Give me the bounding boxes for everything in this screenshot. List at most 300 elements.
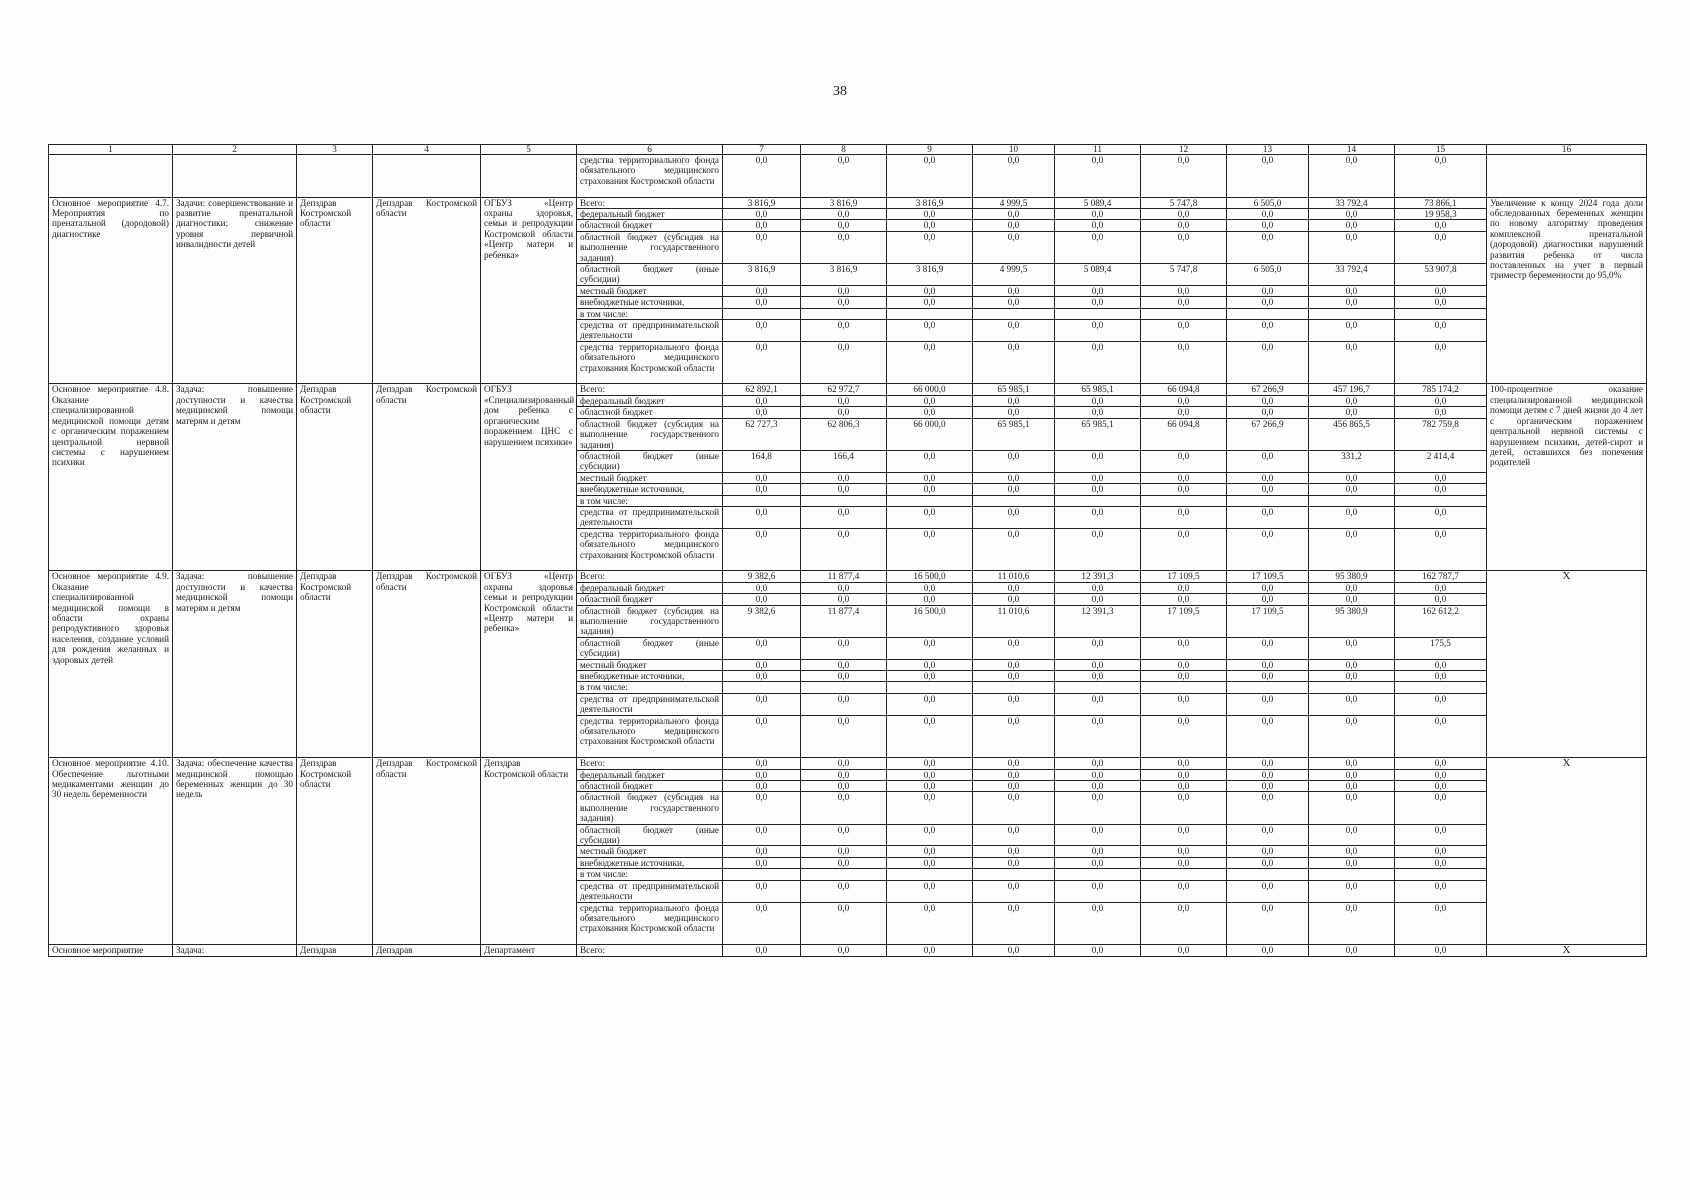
value-cell-col-9: 0,0: [887, 769, 973, 780]
table-row: [49, 571, 1647, 582]
result-indicator-cell: 100-процентное оказание специализированной медицинской помощи детям с 7 дней жизни до 4 лет с органическим поражением центральной нервной системы с нарушением психики, детей-сирот и детей, оставшихся без попечения родителей: [1487, 384, 1647, 571]
value-cell-col-7: 0,0: [723, 407, 801, 418]
value-cell-col-10: [973, 869, 1055, 880]
value-cell-col-12: 0,0: [1141, 582, 1227, 593]
value-cell-col-10: 0,0: [973, 395, 1055, 406]
value-cell-col-7: 0,0: [723, 528, 801, 571]
coexecutor-cell: [373, 155, 481, 198]
value-cell-col-15: [1395, 495, 1487, 506]
value-cell-col-9: 66 000,0: [887, 418, 973, 450]
value-cell-col-12: 66 094,8: [1141, 384, 1227, 395]
value-cell-col-12: 0,0: [1141, 715, 1227, 758]
value-cell-col-13: 17 109,5: [1227, 571, 1309, 582]
funding-source-cell: федеральный бюджет: [577, 395, 723, 406]
header-col-16: 16: [1487, 145, 1647, 155]
value-cell-col-12: 0,0: [1141, 297, 1227, 308]
value-cell-col-7: 0,0: [723, 902, 801, 945]
value-cell-col-14: 0,0: [1309, 231, 1395, 263]
value-cell-col-15: 0,0: [1395, 792, 1487, 824]
value-cell-col-13: 0,0: [1227, 582, 1309, 593]
value-cell-col-8: 0,0: [801, 824, 887, 846]
value-cell-col-11: 0,0: [1055, 407, 1141, 418]
participant-cell: ОГБУЗ «Центр охраны здоровья семьи и репродукции Костромской области «Центр матери и ребенка»: [481, 571, 577, 758]
value-cell-col-7: 164,8: [723, 450, 801, 472]
value-cell-col-12: 5 747,8: [1141, 197, 1227, 208]
value-cell-col-7: 0,0: [723, 320, 801, 342]
value-cell-col-8: 0,0: [801, 472, 887, 483]
funding-source-cell: средства от предпринимательской деятельности: [577, 880, 723, 902]
value-cell-col-8: [801, 495, 887, 506]
value-cell-col-7: 0,0: [723, 758, 801, 769]
value-cell-col-11: 0,0: [1055, 209, 1141, 220]
value-cell-col-10: 0,0: [973, 506, 1055, 528]
funding-source-cell: областной бюджет (иные субсидии): [577, 450, 723, 472]
value-cell-col-8: 0,0: [801, 594, 887, 605]
value-cell-col-13: 0,0: [1227, 320, 1309, 342]
result-indicator-cell: Увеличение к концу 2024 года доли обследованных беременных женщин по новому алгоритму проведения комплексной пренатальной (дородовой) диагностики нарушений развития ребенка от числа поставленных на учет в первый триместр беременности до 95,0%: [1487, 197, 1647, 384]
value-cell-col-7: 0,0: [723, 594, 801, 605]
value-cell-col-13: 0,0: [1227, 209, 1309, 220]
value-cell-col-11: 0,0: [1055, 781, 1141, 792]
value-cell-col-13: 0,0: [1227, 407, 1309, 418]
value-cell-col-12: 0,0: [1141, 693, 1227, 715]
value-cell-col-14: 0,0: [1309, 792, 1395, 824]
value-cell-col-7: 0,0: [723, 155, 801, 198]
value-cell-col-15: 0,0: [1395, 594, 1487, 605]
value-cell-col-11: 0,0: [1055, 472, 1141, 483]
value-cell-col-7: 0,0: [723, 781, 801, 792]
value-cell-col-12: 0,0: [1141, 484, 1227, 495]
value-cell-col-8: 0,0: [801, 902, 887, 945]
value-cell-col-8: 0,0: [801, 781, 887, 792]
value-cell-col-11: 0,0: [1055, 846, 1141, 857]
value-cell-col-14: 456 865,5: [1309, 418, 1395, 450]
value-cell-col-11: 0,0: [1055, 792, 1141, 824]
value-cell-col-10: 0,0: [973, 297, 1055, 308]
header-col-5: 5: [481, 145, 577, 155]
value-cell-col-7: 0,0: [723, 857, 801, 868]
value-cell-col-13: 0,0: [1227, 285, 1309, 296]
value-cell-col-8: 0,0: [801, 659, 887, 670]
funding-source-cell: средства территориального фонда обязательного медицинского страхования Костромской области: [577, 902, 723, 945]
funding-source-cell: федеральный бюджет: [577, 582, 723, 593]
value-cell-col-7: 0,0: [723, 506, 801, 528]
value-cell-col-13: 0,0: [1227, 594, 1309, 605]
value-cell-col-12: [1141, 495, 1227, 506]
value-cell-col-10: 65 985,1: [973, 384, 1055, 395]
value-cell-col-11: 0,0: [1055, 582, 1141, 593]
value-cell-col-13: 0,0: [1227, 792, 1309, 824]
value-cell-col-9: 0,0: [887, 528, 973, 571]
value-cell-col-10: 65 985,1: [973, 418, 1055, 450]
value-cell-col-8: 0,0: [801, 792, 887, 824]
funding-source-cell: внебюджетные источники,: [577, 297, 723, 308]
value-cell-col-14: 0,0: [1309, 407, 1395, 418]
funding-source-cell: средства территориального фонда обязательного медицинского страхования Костромской области: [577, 155, 723, 198]
value-cell-col-14: 0,0: [1309, 945, 1395, 956]
value-cell-col-9: 0,0: [887, 582, 973, 593]
value-cell-col-7: [723, 495, 801, 506]
value-cell-col-8: 62 972,7: [801, 384, 887, 395]
value-cell-col-13: 0,0: [1227, 693, 1309, 715]
value-cell-col-7: 0,0: [723, 582, 801, 593]
value-cell-col-8: 0,0: [801, 693, 887, 715]
value-cell-col-7: 3 816,9: [723, 197, 801, 208]
value-cell-col-15: 0,0: [1395, 297, 1487, 308]
value-cell-col-13: 0,0: [1227, 155, 1309, 198]
value-cell-col-10: [973, 682, 1055, 693]
header-col-1: 1: [49, 145, 173, 155]
header-col-14: 14: [1309, 145, 1395, 155]
funding-source-cell: в том числе:: [577, 308, 723, 319]
value-cell-col-14: 33 792,4: [1309, 197, 1395, 208]
value-cell-col-12: 0,0: [1141, 285, 1227, 296]
value-cell-col-14: 0,0: [1309, 857, 1395, 868]
value-cell-col-10: [973, 495, 1055, 506]
budget-table: [48, 144, 1647, 957]
value-cell-col-9: 0,0: [887, 450, 973, 472]
responsible-cell: [297, 155, 373, 198]
value-cell-col-9: 0,0: [887, 792, 973, 824]
value-cell-col-11: [1055, 682, 1141, 693]
value-cell-col-8: 0,0: [801, 945, 887, 956]
value-cell-col-12: 0,0: [1141, 528, 1227, 571]
value-cell-col-7: 0,0: [723, 846, 801, 857]
value-cell-col-10: 0,0: [973, 582, 1055, 593]
value-cell-col-10: 0,0: [973, 781, 1055, 792]
value-cell-col-13: 0,0: [1227, 659, 1309, 670]
value-cell-col-11: 0,0: [1055, 297, 1141, 308]
value-cell-col-9: 0,0: [887, 472, 973, 483]
value-cell-col-14: 0,0: [1309, 506, 1395, 528]
table-row: [49, 945, 1647, 956]
value-cell-col-12: 0,0: [1141, 758, 1227, 769]
value-cell-col-7: [723, 869, 801, 880]
value-cell-col-14: 0,0: [1309, 637, 1395, 659]
value-cell-col-14: 0,0: [1309, 528, 1395, 571]
value-cell-col-8: 0,0: [801, 220, 887, 231]
activity-name-cell: Основное мероприятие 4.10. Обеспечение льготными медикаментами женщин до 30 недель беременности: [49, 758, 173, 945]
value-cell-col-15: [1395, 308, 1487, 319]
value-cell-col-14: 0,0: [1309, 846, 1395, 857]
table-row: [49, 197, 1647, 208]
value-cell-col-10: 0,0: [973, 857, 1055, 868]
value-cell-col-11: 0,0: [1055, 231, 1141, 263]
value-cell-col-7: 0,0: [723, 792, 801, 824]
value-cell-col-7: 0,0: [723, 824, 801, 846]
value-cell-col-9: 0,0: [887, 155, 973, 198]
value-cell-col-9: 0,0: [887, 594, 973, 605]
value-cell-col-15: 73 866,1: [1395, 197, 1487, 208]
participant-cell: ОГБУЗ «Специализированный дом ребенка с органическим поражением ЦНС с нарушением психики»: [481, 384, 577, 571]
value-cell-col-14: 0,0: [1309, 320, 1395, 342]
value-cell-col-15: 0,0: [1395, 715, 1487, 758]
value-cell-col-8: 0,0: [801, 484, 887, 495]
value-cell-col-14: [1309, 308, 1395, 319]
value-cell-col-13: 0,0: [1227, 945, 1309, 956]
value-cell-col-8: 0,0: [801, 155, 887, 198]
value-cell-col-15: 0,0: [1395, 506, 1487, 528]
value-cell-col-15: 0,0: [1395, 582, 1487, 593]
value-cell-col-9: [887, 869, 973, 880]
value-cell-col-12: 0,0: [1141, 671, 1227, 682]
task-cell: Задача: обеспечение качества медицинской помощью беременных женщин до 30 недель: [173, 758, 297, 945]
value-cell-col-8: 0,0: [801, 407, 887, 418]
value-cell-col-8: 0,0: [801, 231, 887, 263]
header-col-11: 11: [1055, 145, 1141, 155]
participant-cell: Департамент: [481, 945, 577, 956]
value-cell-col-11: 0,0: [1055, 450, 1141, 472]
value-cell-col-7: 0,0: [723, 693, 801, 715]
value-cell-col-7: 62 892,1: [723, 384, 801, 395]
value-cell-col-9: 3 816,9: [887, 264, 973, 286]
value-cell-col-15: 0,0: [1395, 781, 1487, 792]
funding-source-cell: областной бюджет: [577, 594, 723, 605]
value-cell-col-13: 0,0: [1227, 637, 1309, 659]
value-cell-col-14: 0,0: [1309, 758, 1395, 769]
activity-name-cell: Основное мероприятие 4.7. Мероприятия по пренатальной (дородовой) диагностике: [49, 197, 173, 384]
funding-source-cell: Всего:: [577, 197, 723, 208]
value-cell-col-8: 0,0: [801, 758, 887, 769]
value-cell-col-13: [1227, 682, 1309, 693]
value-cell-col-8: 3 816,9: [801, 264, 887, 286]
value-cell-col-14: 0,0: [1309, 659, 1395, 670]
value-cell-col-11: 5 089,4: [1055, 197, 1141, 208]
header-col-6: 6: [577, 145, 723, 155]
value-cell-col-10: 0,0: [973, 902, 1055, 945]
value-cell-col-13: 6 505,0: [1227, 264, 1309, 286]
header-col-10: 10: [973, 145, 1055, 155]
value-cell-col-9: 0,0: [887, 715, 973, 758]
value-cell-col-15: 0,0: [1395, 528, 1487, 571]
value-cell-col-9: 0,0: [887, 902, 973, 945]
value-cell-col-15: 0,0: [1395, 693, 1487, 715]
value-cell-col-7: 3 816,9: [723, 264, 801, 286]
value-cell-col-11: 0,0: [1055, 715, 1141, 758]
value-cell-col-14: 95 380,9: [1309, 571, 1395, 582]
value-cell-col-9: 0,0: [887, 395, 973, 406]
value-cell-col-15: 0,0: [1395, 320, 1487, 342]
value-cell-col-15: 0,0: [1395, 395, 1487, 406]
value-cell-col-10: 0,0: [973, 231, 1055, 263]
value-cell-col-8: 0,0: [801, 671, 887, 682]
value-cell-col-12: 0,0: [1141, 472, 1227, 483]
value-cell-col-8: 11 877,4: [801, 605, 887, 637]
value-cell-col-9: 0,0: [887, 231, 973, 263]
funding-source-cell: в том числе:: [577, 869, 723, 880]
value-cell-col-8: 0,0: [801, 715, 887, 758]
value-cell-col-8: 3 816,9: [801, 197, 887, 208]
value-cell-col-12: 17 109,5: [1141, 571, 1227, 582]
value-cell-col-7: 0,0: [723, 945, 801, 956]
value-cell-col-10: 0,0: [973, 528, 1055, 571]
value-cell-col-10: 0,0: [973, 693, 1055, 715]
value-cell-col-12: 0,0: [1141, 395, 1227, 406]
funding-source-cell: Всего:: [577, 571, 723, 582]
value-cell-col-8: 0,0: [801, 341, 887, 384]
value-cell-col-8: [801, 682, 887, 693]
value-cell-col-14: 0,0: [1309, 781, 1395, 792]
value-cell-col-11: 0,0: [1055, 857, 1141, 868]
responsible-cell: Депздрав Костромской области: [297, 758, 373, 945]
value-cell-col-11: 0,0: [1055, 693, 1141, 715]
activity-name-cell: Основное мероприятие: [49, 945, 173, 956]
value-cell-col-13: 0,0: [1227, 341, 1309, 384]
value-cell-col-10: 4 999,5: [973, 197, 1055, 208]
activity-name-cell: Основное мероприятие 4.9. Оказание специализированной медицинской помощи в области охраны репродуктивного здоровья населения, создание условий для рождения желанных и здоровых детей: [49, 571, 173, 758]
value-cell-col-15: 782 759,8: [1395, 418, 1487, 450]
result-indicator-cell: [1487, 155, 1647, 198]
participant-cell: [481, 155, 577, 198]
funding-source-cell: Всего:: [577, 384, 723, 395]
value-cell-col-12: 5 747,8: [1141, 264, 1227, 286]
value-cell-col-8: 62 806,3: [801, 418, 887, 450]
value-cell-col-12: 0,0: [1141, 792, 1227, 824]
value-cell-col-11: [1055, 308, 1141, 319]
value-cell-col-8: 0,0: [801, 528, 887, 571]
value-cell-col-13: 0,0: [1227, 781, 1309, 792]
value-cell-col-12: 0,0: [1141, 209, 1227, 220]
value-cell-col-9: 0,0: [887, 320, 973, 342]
value-cell-col-15: 0,0: [1395, 902, 1487, 945]
value-cell-col-15: 0,0: [1395, 758, 1487, 769]
value-cell-col-15: 0,0: [1395, 857, 1487, 868]
value-cell-col-8: 11 877,4: [801, 571, 887, 582]
value-cell-col-13: 0,0: [1227, 395, 1309, 406]
value-cell-col-11: 0,0: [1055, 528, 1141, 571]
coexecutor-cell: Депздрав Костромской области: [373, 758, 481, 945]
value-cell-col-10: 0,0: [973, 155, 1055, 198]
value-cell-col-15: 162 612,2: [1395, 605, 1487, 637]
value-cell-col-14: [1309, 682, 1395, 693]
value-cell-col-15: 0,0: [1395, 880, 1487, 902]
result-indicator-cell: X: [1487, 758, 1647, 945]
page-number: 38: [833, 84, 847, 99]
value-cell-col-8: 0,0: [801, 637, 887, 659]
task-cell: Задача: повышение доступности и качества медицинской помощи матерям и детям: [173, 571, 297, 758]
value-cell-col-13: 0,0: [1227, 857, 1309, 868]
value-cell-col-13: [1227, 495, 1309, 506]
value-cell-col-15: 0,0: [1395, 155, 1487, 198]
value-cell-col-7: 0,0: [723, 671, 801, 682]
value-cell-col-12: 17 109,5: [1141, 605, 1227, 637]
value-cell-col-8: 166,4: [801, 450, 887, 472]
value-cell-col-12: 0,0: [1141, 341, 1227, 384]
value-cell-col-7: 0,0: [723, 769, 801, 780]
value-cell-col-14: 0,0: [1309, 395, 1395, 406]
value-cell-col-10: 0,0: [973, 472, 1055, 483]
value-cell-col-13: 0,0: [1227, 231, 1309, 263]
value-cell-col-10: 0,0: [973, 758, 1055, 769]
value-cell-col-7: 62 727,3: [723, 418, 801, 450]
value-cell-col-7: 0,0: [723, 484, 801, 495]
task-cell: Задача: повышение доступности и качества медицинской помощи матерям и детям: [173, 384, 297, 571]
value-cell-col-10: 0,0: [973, 407, 1055, 418]
value-cell-col-11: 0,0: [1055, 220, 1141, 231]
task-cell: [173, 155, 297, 198]
value-cell-col-13: 0,0: [1227, 220, 1309, 231]
value-cell-col-12: 0,0: [1141, 769, 1227, 780]
value-cell-col-11: 0,0: [1055, 637, 1141, 659]
value-cell-col-10: 0,0: [973, 209, 1055, 220]
funding-source-cell: средства от предпринимательской деятельности: [577, 320, 723, 342]
value-cell-col-12: 0,0: [1141, 506, 1227, 528]
value-cell-col-10: 0,0: [973, 637, 1055, 659]
funding-source-cell: средства территориального фонда обязательного медицинского страхования Костромской области: [577, 528, 723, 571]
value-cell-col-12: 0,0: [1141, 594, 1227, 605]
funding-source-cell: Всего:: [577, 945, 723, 956]
value-cell-col-13: 0,0: [1227, 472, 1309, 483]
funding-source-cell: областной бюджет (субсидия на выполнение государственного задания): [577, 605, 723, 637]
value-cell-col-8: 0,0: [801, 285, 887, 296]
value-cell-col-9: 0,0: [887, 758, 973, 769]
coexecutor-cell: Депздрав: [373, 945, 481, 956]
value-cell-col-7: 9 382,6: [723, 605, 801, 637]
value-cell-col-9: 0,0: [887, 846, 973, 857]
funding-source-cell: федеральный бюджет: [577, 209, 723, 220]
header-col-2: 2: [173, 145, 297, 155]
participant-cell: Депздрав Костромской области: [481, 758, 577, 945]
value-cell-col-13: 0,0: [1227, 846, 1309, 857]
value-cell-col-9: 3 816,9: [887, 197, 973, 208]
value-cell-col-15: 53 907,8: [1395, 264, 1487, 286]
value-cell-col-10: 0,0: [973, 320, 1055, 342]
value-cell-col-14: 0,0: [1309, 472, 1395, 483]
value-cell-col-9: 0,0: [887, 880, 973, 902]
value-cell-col-10: 0,0: [973, 880, 1055, 902]
participant-cell: ОГБУЗ «Центр охраны здоровья, семьи и репродукции Костромской области «Центр матери и ребенка»: [481, 197, 577, 384]
header-col-13: 13: [1227, 145, 1309, 155]
value-cell-col-8: 0,0: [801, 297, 887, 308]
funding-source-cell: внебюджетные источники,: [577, 857, 723, 868]
activity-name-cell: [49, 155, 173, 198]
value-cell-col-11: 5 089,4: [1055, 264, 1141, 286]
value-cell-col-12: [1141, 308, 1227, 319]
value-cell-col-11: 0,0: [1055, 824, 1141, 846]
value-cell-col-12: [1141, 869, 1227, 880]
funding-source-cell: областной бюджет (иные субсидии): [577, 637, 723, 659]
value-cell-col-7: 0,0: [723, 715, 801, 758]
value-cell-col-11: [1055, 869, 1141, 880]
value-cell-col-7: 0,0: [723, 341, 801, 384]
value-cell-col-13: 0,0: [1227, 758, 1309, 769]
value-cell-col-12: 0,0: [1141, 320, 1227, 342]
value-cell-col-11: 0,0: [1055, 945, 1141, 956]
responsible-cell: Депздрав: [297, 945, 373, 956]
value-cell-col-13: 67 266,9: [1227, 384, 1309, 395]
value-cell-col-14: 331,2: [1309, 450, 1395, 472]
value-cell-col-15: 0,0: [1395, 407, 1487, 418]
value-cell-col-7: 0,0: [723, 659, 801, 670]
value-cell-col-13: 0,0: [1227, 528, 1309, 571]
value-cell-col-13: 6 505,0: [1227, 197, 1309, 208]
value-cell-col-9: [887, 495, 973, 506]
value-cell-col-11: 12 391,3: [1055, 605, 1141, 637]
value-cell-col-14: 0,0: [1309, 715, 1395, 758]
value-cell-col-13: 0,0: [1227, 880, 1309, 902]
value-cell-col-9: 0,0: [887, 209, 973, 220]
value-cell-col-12: 0,0: [1141, 220, 1227, 231]
value-cell-col-9: 0,0: [887, 341, 973, 384]
value-cell-col-12: [1141, 682, 1227, 693]
value-cell-col-12: 0,0: [1141, 781, 1227, 792]
value-cell-col-9: 0,0: [887, 407, 973, 418]
value-cell-col-10: 0,0: [973, 846, 1055, 857]
funding-source-cell: областной бюджет (субсидия на выполнение государственного задания): [577, 418, 723, 450]
responsible-cell: Депздрав Костромской области: [297, 197, 373, 384]
value-cell-col-7: 9 382,6: [723, 571, 801, 582]
funding-source-cell: федеральный бюджет: [577, 769, 723, 780]
